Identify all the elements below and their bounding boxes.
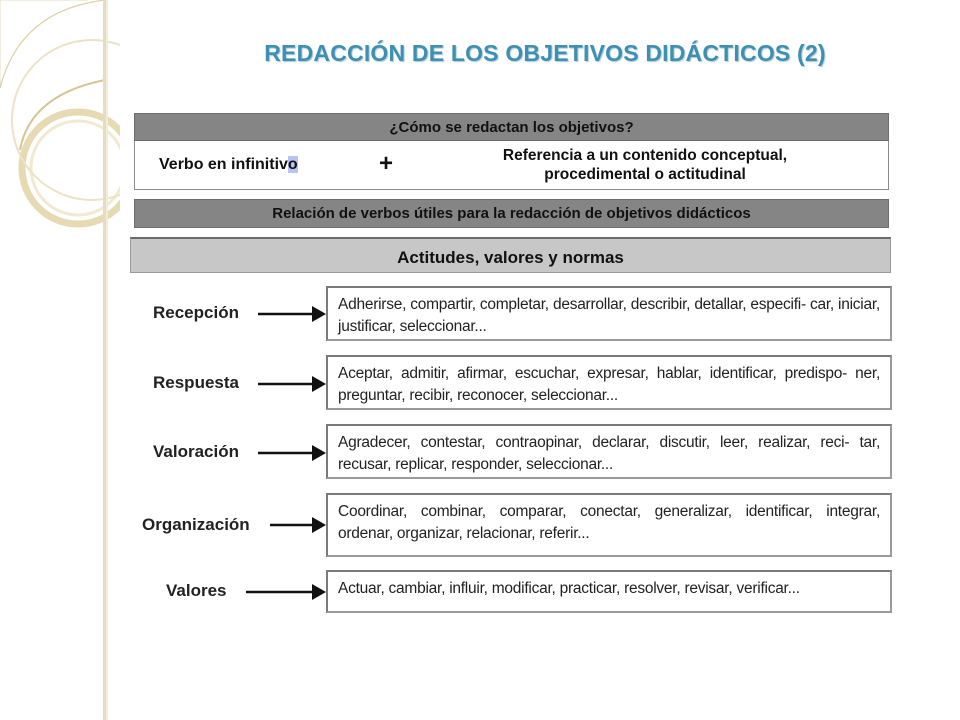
content-reference-line-1: Referencia a un contenido conceptual, (502, 147, 788, 164)
verb-infinitive-highlight: o (287, 156, 298, 173)
useful-verbs-header: Relación de verbos útiles para la redacción de objetivos didácticos (134, 199, 889, 228)
verbs-text-valores: Actuar, cambiar, influir, modificar, practicar, resolver, revisar, verificar... (338, 580, 800, 597)
plus-sign: + (379, 150, 394, 177)
verbs-box-organizacion (326, 493, 892, 557)
verb-infinitive-text: Verbo en infinitiv (159, 156, 288, 173)
formula-box (134, 141, 889, 190)
row-label-respuesta: Respuesta (153, 373, 239, 392)
arrow-right-icon (246, 582, 326, 602)
verbs-text-recepcion: Adherirse, compartir, completar, desarrollar, describir, detallar, especifi- car, iniciar, justificar, seleccionar... (338, 296, 880, 335)
arrow-right-icon (270, 515, 326, 535)
row-label-valores: Valores (166, 581, 227, 600)
verbs-text-valoracion: Agradecer, contestar, contraopinar, declarar, discutir, leer, realizar, reci- tar, recusar, replicar, responder, seleccionar... (338, 434, 880, 473)
decorative-rings (0, 0, 120, 720)
arrow-right-icon (258, 374, 326, 394)
verbs-text-organizacion: Coordinar, combinar, comparar, conectar, generalizar, identificar, integrar, ordenar, organizar, relacionar, referir... (338, 503, 880, 542)
arrow-right-icon (258, 304, 326, 324)
row-label-valoracion: Valoración (153, 442, 239, 461)
verb-infinitive-label (159, 156, 298, 174)
arrow-right-icon (258, 443, 326, 463)
row-label-recepcion: Recepción (153, 303, 239, 322)
slide-title: REDACCIÓN DE LOS OBJETIVOS DIDÁCTICOS (2) (264, 40, 826, 66)
verbs-box-valoracion (326, 424, 892, 479)
category-header: Actitudes, valores y normas (130, 237, 891, 273)
verbs-box-valores (326, 570, 892, 613)
how-objectives-header: ¿Cómo se redactan los objetivos? (134, 113, 889, 141)
content-reference-line-2: procedimental o actitudinal (544, 166, 746, 183)
content-reference-text (435, 146, 855, 184)
verbs-text-respuesta: Aceptar, admitir, afirmar, escuchar, expresar, hablar, identificar, predispo- ner, preguntar, recibir, reconocer, seleccionar... (338, 365, 880, 404)
verbs-box-respuesta (326, 355, 892, 410)
row-label-organizacion: Organización (142, 515, 250, 534)
verbs-box-recepcion (326, 286, 892, 341)
